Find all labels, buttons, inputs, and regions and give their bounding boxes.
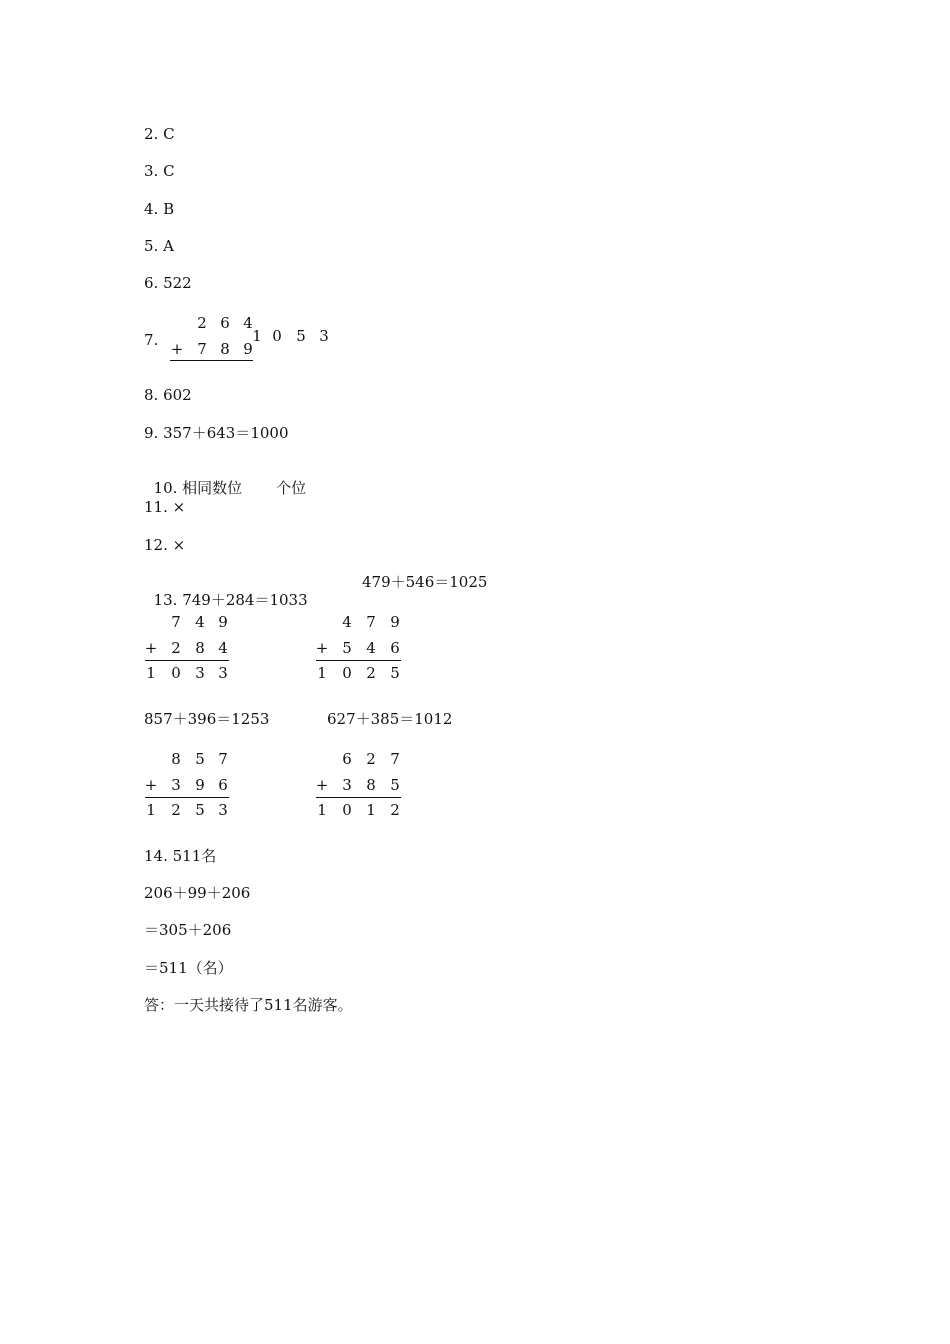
calc-digit: 5 bbox=[390, 664, 400, 682]
calc-digit: 3 bbox=[218, 664, 228, 682]
calc-digit: 0 bbox=[272, 327, 282, 345]
calc-digit: 6 bbox=[342, 750, 352, 768]
calc-digit: 9 bbox=[390, 613, 400, 631]
calc-digit: 5 bbox=[342, 639, 352, 657]
calc-digit: 6 bbox=[220, 314, 230, 332]
calc-digit: 1 bbox=[146, 664, 156, 682]
answer-11: 11. × bbox=[144, 498, 186, 516]
calc-digit: 9 bbox=[243, 340, 253, 358]
solution-step: ＝305＋206 bbox=[144, 921, 232, 939]
calc-digit: 4 bbox=[243, 314, 253, 332]
calc-digit: 0 bbox=[342, 664, 352, 682]
answer-5: 5. A bbox=[144, 237, 174, 255]
calc-digit: 1 bbox=[252, 327, 262, 345]
calc-digit: 2 bbox=[171, 639, 181, 657]
calc-digit: 3 bbox=[195, 664, 205, 682]
plus-sign: + bbox=[144, 776, 158, 794]
sum-line bbox=[316, 797, 401, 798]
equation: 627＋385＝1012 bbox=[327, 710, 453, 728]
calc-digit: 7 bbox=[197, 340, 207, 358]
plus-sign: + bbox=[315, 776, 329, 794]
calc-digit: 5 bbox=[195, 750, 205, 768]
answer-3: 3. C bbox=[144, 162, 175, 180]
equation: 857＋396＝1253 bbox=[144, 710, 270, 728]
calc-digit: 9 bbox=[195, 776, 205, 794]
answer-10-second: 个位 bbox=[276, 479, 307, 497]
calc-digit: 1 bbox=[317, 664, 327, 682]
calc-digit: 6 bbox=[390, 639, 400, 657]
calc-digit: 5 bbox=[296, 327, 306, 345]
calc-digit: 2 bbox=[366, 750, 376, 768]
calc-digit: 0 bbox=[171, 664, 181, 682]
answer-8: 8. 602 bbox=[144, 386, 192, 404]
calc-digit: 8 bbox=[195, 639, 205, 657]
plus-sign: + bbox=[315, 639, 329, 657]
calc-digit: 4 bbox=[195, 613, 205, 631]
calc-digit: 5 bbox=[390, 776, 400, 794]
sum-line bbox=[316, 660, 401, 661]
calc-digit: 2 bbox=[390, 801, 400, 819]
calc-digit: 3 bbox=[342, 776, 352, 794]
answer-9: 9. 357＋643＝1000 bbox=[144, 424, 289, 442]
calc-digit: 7 bbox=[390, 750, 400, 768]
answer-10 bbox=[144, 461, 306, 497]
answer-14-label: 14. 511名 bbox=[144, 847, 217, 865]
answer-10-label: 10. 相同数位 bbox=[153, 479, 243, 497]
calc-digit: 4 bbox=[366, 639, 376, 657]
solution-step: 206＋99＋206 bbox=[144, 884, 251, 902]
plus-sign: + bbox=[170, 340, 184, 358]
sum-line bbox=[145, 660, 229, 661]
calc-digit: 8 bbox=[220, 340, 230, 358]
sum-line bbox=[170, 360, 253, 361]
calc-digit: 2 bbox=[171, 801, 181, 819]
calc-digit: 8 bbox=[366, 776, 376, 794]
equation: 479＋546＝1025 bbox=[362, 573, 488, 591]
calc-digit: 0 bbox=[342, 801, 352, 819]
final-answer: 答：一天共接待了511名游客。 bbox=[144, 996, 353, 1014]
answer-2: 2. C bbox=[144, 125, 175, 143]
calc-digit: 9 bbox=[218, 613, 228, 631]
equation: 749＋284＝1033 bbox=[182, 591, 308, 609]
plus-sign: + bbox=[144, 639, 158, 657]
calc-digit: 3 bbox=[218, 801, 228, 819]
calc-digit: 6 bbox=[218, 776, 228, 794]
calc-digit: 4 bbox=[342, 613, 352, 631]
sum-line bbox=[145, 797, 229, 798]
calc-digit: 7 bbox=[171, 613, 181, 631]
calc-digit: 1 bbox=[366, 801, 376, 819]
calc-digit: 7 bbox=[366, 613, 376, 631]
answer-6: 6. 522 bbox=[144, 274, 192, 292]
calc-digit: 4 bbox=[218, 639, 228, 657]
answer-12: 12. × bbox=[144, 536, 186, 554]
answer-13-label: 13. bbox=[153, 591, 178, 609]
calc-digit: 7 bbox=[218, 750, 228, 768]
answer-4: 4. B bbox=[144, 200, 175, 218]
calc-digit: 2 bbox=[197, 314, 207, 332]
calc-digit: 3 bbox=[319, 327, 329, 345]
calc-digit: 5 bbox=[195, 801, 205, 819]
solution-step: ＝511（名） bbox=[144, 959, 233, 977]
calc-digit: 8 bbox=[171, 750, 181, 768]
calc-digit: 1 bbox=[146, 801, 156, 819]
answer-7-label: 7. bbox=[144, 331, 159, 349]
answer-13-header bbox=[144, 573, 308, 609]
calc-digit: 2 bbox=[366, 664, 376, 682]
calc-digit: 3 bbox=[171, 776, 181, 794]
calc-digit: 1 bbox=[317, 801, 327, 819]
